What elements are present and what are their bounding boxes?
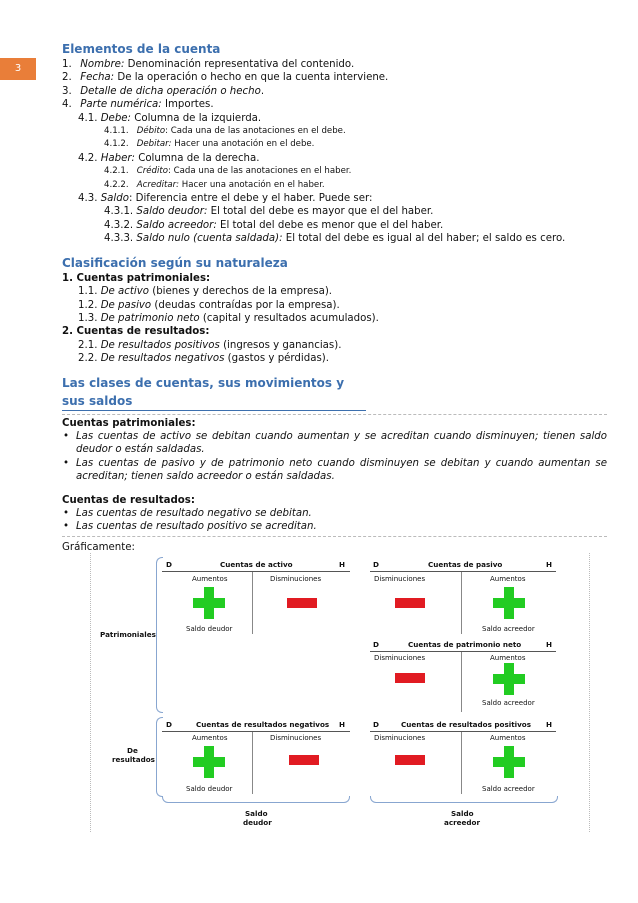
item-term: Acreditar:: [136, 179, 180, 190]
t-account-divider: [461, 572, 462, 634]
item-number: 4.1.1.: [104, 126, 129, 137]
accounts-diagram: [90, 553, 590, 833]
item-text: El total del debe es menor que el del haber.: [216, 219, 444, 231]
t-account-divider: [461, 652, 462, 712]
item-term: Débito: [136, 126, 166, 137]
group-heading: 2. Cuentas de resultados:: [62, 326, 210, 338]
haber-label: H: [546, 560, 553, 569]
item-text: Denominación representativa del contenido.: [124, 59, 355, 70]
bullet-item: • Las cuentas de resultado negativo se debitan.: [62, 507, 607, 520]
item-number: 1.3.: [78, 312, 98, 324]
plus-icon: [493, 587, 525, 619]
item-term: Parte numérica:: [80, 99, 162, 111]
aumentos-label: Aumentos: [192, 734, 228, 742]
plus-icon: [193, 746, 225, 778]
item-term: Nombre:: [80, 59, 125, 70]
saldo-acreedor-label: Saldo acreedor: [482, 699, 535, 707]
item-text: : Diferencia entre el debe y el haber. Puede ser:: [128, 193, 373, 205]
list-item: [62, 58, 607, 71]
debe-label: D: [373, 560, 379, 569]
section-title: Las clases de cuentas, sus movimientos y sus saldos: [62, 374, 366, 411]
item-text: (ingresos y ganancias).: [219, 339, 342, 351]
item-term: Fecha:: [80, 72, 115, 84]
minus-icon: [395, 755, 425, 765]
item-term: Saldo acreedor:: [136, 219, 217, 231]
section-elementos-cuenta: [62, 40, 607, 246]
item-text: El total del debe es igual al del haber; el saldo es cero.: [282, 233, 566, 245]
group-heading: 1. Cuentas patrimoniales:: [62, 272, 211, 284]
patrimoniales-brace: [156, 557, 163, 713]
list-item: [62, 85, 607, 98]
bottom-deudor-label: deudor: [243, 818, 272, 827]
item-text: Columna de la derecha.: [134, 152, 260, 164]
document-body: [62, 40, 607, 554]
debe-label: D: [373, 720, 379, 729]
item-text: : Cada una de las anotaciones en el debe.: [165, 126, 346, 137]
debe-label: D: [166, 560, 172, 569]
t-account-divider: [461, 732, 462, 794]
item-term: Debitar:: [136, 139, 172, 150]
item-number: 4.3.: [78, 193, 98, 205]
item-number: 4.3.1.: [104, 206, 134, 218]
minus-icon: [289, 755, 319, 765]
list-item: [62, 219, 607, 232]
item-text: Hacer una anotación en el haber.: [179, 179, 325, 190]
bullet-item: • Las cuentas de pasivo y de patrimonio neto cuando disminuyen se debitan y cuando aumentan se acreditan; tienen saldo acreedor o están saldadas.: [62, 457, 607, 484]
saldo-deudor-brace: [162, 796, 350, 803]
plus-icon: [493, 663, 525, 695]
minus-icon: [395, 673, 425, 683]
item-term: De pasivo: [100, 299, 152, 311]
disminuciones-label: Disminuciones: [374, 654, 426, 662]
item-number: 4.: [62, 99, 72, 111]
disminuciones-label: Disminuciones: [270, 734, 322, 742]
item-term: De patrimonio neto: [100, 312, 200, 324]
item-number: 2.1.: [78, 339, 98, 351]
item-text: (capital y resultados acumulados).: [199, 312, 379, 324]
t-account-title: Cuentas de activo: [220, 560, 293, 569]
saldo-deudor-label: Saldo deudor: [186, 625, 233, 633]
item-text: Columna de la izquierda.: [130, 112, 262, 124]
list-item: [62, 179, 607, 192]
list-item: [62, 138, 607, 151]
item-term: Haber:: [100, 152, 135, 164]
list-item: [62, 299, 607, 312]
item-term: Debe:: [100, 112, 131, 124]
haber-label: H: [339, 720, 346, 729]
list-item: [62, 232, 607, 245]
aumentos-label: Aumentos: [192, 575, 228, 583]
minus-icon: [287, 598, 317, 608]
item-term: Detalle de dicha operación o hecho: [80, 85, 261, 97]
bottom-saldo-label: Saldo: [245, 809, 268, 818]
section-title: Clasificación según su naturaleza: [62, 255, 288, 270]
haber-label: H: [546, 640, 553, 649]
section-clasificacion: [62, 254, 607, 366]
haber-label: H: [339, 560, 346, 569]
list-item: [62, 71, 607, 84]
patrimoniales-label: Patrimoniales: [100, 630, 156, 639]
item-term: De resultados positivos: [100, 339, 220, 351]
item-term: Saldo nulo (cuenta saldada):: [136, 233, 283, 245]
page-number-badge: 3: [0, 58, 36, 80]
item-number: 2.: [62, 72, 72, 84]
item-number: 1.2.: [78, 299, 98, 311]
aumentos-label: Aumentos: [490, 575, 526, 583]
bullet-item: • Las cuentas de resultado positivo se acreditan.: [62, 520, 607, 533]
item-term: Saldo: [100, 193, 129, 205]
t-account-divider: [252, 732, 253, 794]
saldo-acreedor-brace: [370, 796, 558, 803]
list-item: [62, 125, 607, 138]
bottom-saldo-label: Saldo: [451, 809, 474, 818]
item-number: 4.3.3.: [104, 233, 134, 245]
item-number: 1.: [62, 59, 72, 70]
saldo-deudor-label: Saldo deudor: [186, 785, 233, 793]
list-item: [62, 205, 607, 218]
item-text: (bienes y derechos de la empresa).: [148, 286, 333, 298]
debe-label: D: [166, 720, 172, 729]
list-item: [62, 285, 607, 298]
item-text: (gastos y pérdidas).: [224, 353, 329, 365]
list-item: [62, 112, 607, 125]
item-term: Crédito: [136, 166, 169, 177]
list-item: [62, 192, 607, 205]
item-text: (deudas contraídas por la empresa).: [151, 299, 340, 311]
haber-label: H: [546, 720, 553, 729]
item-text: : Cada una de las anotaciones en el haber.: [168, 166, 352, 177]
section-title: Elementos de la cuenta: [62, 42, 221, 56]
item-number: 4.1.2.: [104, 139, 129, 150]
de-resultados-label: resultados: [112, 755, 155, 764]
debe-label: D: [373, 640, 379, 649]
t-account-title: Cuentas de patrimonio neto: [408, 640, 522, 649]
minus-icon: [395, 598, 425, 608]
box-heading: Cuentas patrimoniales:: [62, 417, 196, 429]
disminuciones-label: Disminuciones: [374, 734, 426, 742]
bottom-acreedor-label: acreedor: [444, 818, 481, 827]
item-number: 4.1.: [78, 112, 98, 124]
aumentos-label: Aumentos: [490, 654, 526, 662]
list-item: [62, 339, 607, 352]
rules-box: [62, 414, 607, 537]
item-text: De la operación o hecho en que la cuenta interviene.: [114, 72, 389, 84]
saldo-acreedor-label: Saldo acreedor: [482, 785, 535, 793]
item-text: El total del debe es mayor que el del haber.: [207, 206, 434, 218]
saldo-acreedor-label: Saldo acreedor: [482, 625, 535, 633]
list-item: [62, 165, 607, 178]
t-account-title: Cuentas de pasivo: [428, 560, 503, 569]
list-item: [62, 152, 607, 165]
disminuciones-label: Disminuciones: [374, 575, 426, 583]
box-heading: Cuentas de resultados:: [62, 494, 195, 506]
bullet-item: • Las cuentas de activo se debitan cuando aumentan y se acreditan cuando disminuyen; tienen saldo deudor o están saldadas.: [62, 430, 607, 457]
item-number: 4.3.2.: [104, 219, 134, 231]
plus-icon: [493, 746, 525, 778]
list-item: [62, 352, 607, 365]
item-number: 2.2.: [78, 353, 98, 365]
item-text: Importes.: [161, 99, 214, 111]
item-number: 4.2.: [78, 152, 98, 164]
item-term: De activo: [100, 286, 149, 298]
item-number: 3.: [62, 85, 72, 97]
item-number: 1.1.: [78, 286, 98, 298]
list-item: [62, 98, 607, 111]
item-term: De resultados negativos: [100, 353, 225, 365]
t-account-title: Cuentas de resultados positivos: [401, 720, 532, 729]
section-clases-cuentas: [62, 374, 607, 555]
disminuciones-label: Disminuciones: [270, 575, 322, 583]
item-text: .: [260, 85, 265, 97]
aumentos-label: Aumentos: [490, 734, 526, 742]
graph-label: Gráficamente:: [62, 541, 135, 553]
list-item: [62, 312, 607, 325]
t-account-divider: [252, 572, 253, 634]
item-number: 4.2.1.: [104, 166, 129, 177]
plus-icon: [193, 587, 225, 619]
item-term: Saldo deudor:: [136, 206, 208, 218]
t-account-title: Cuentas de resultados negativos: [196, 720, 330, 729]
item-number: 4.2.2.: [104, 179, 129, 190]
item-text: Hacer una anotación en el debe.: [171, 139, 315, 150]
de-resultados-label: De: [127, 746, 138, 755]
resultados-brace: [156, 717, 163, 797]
